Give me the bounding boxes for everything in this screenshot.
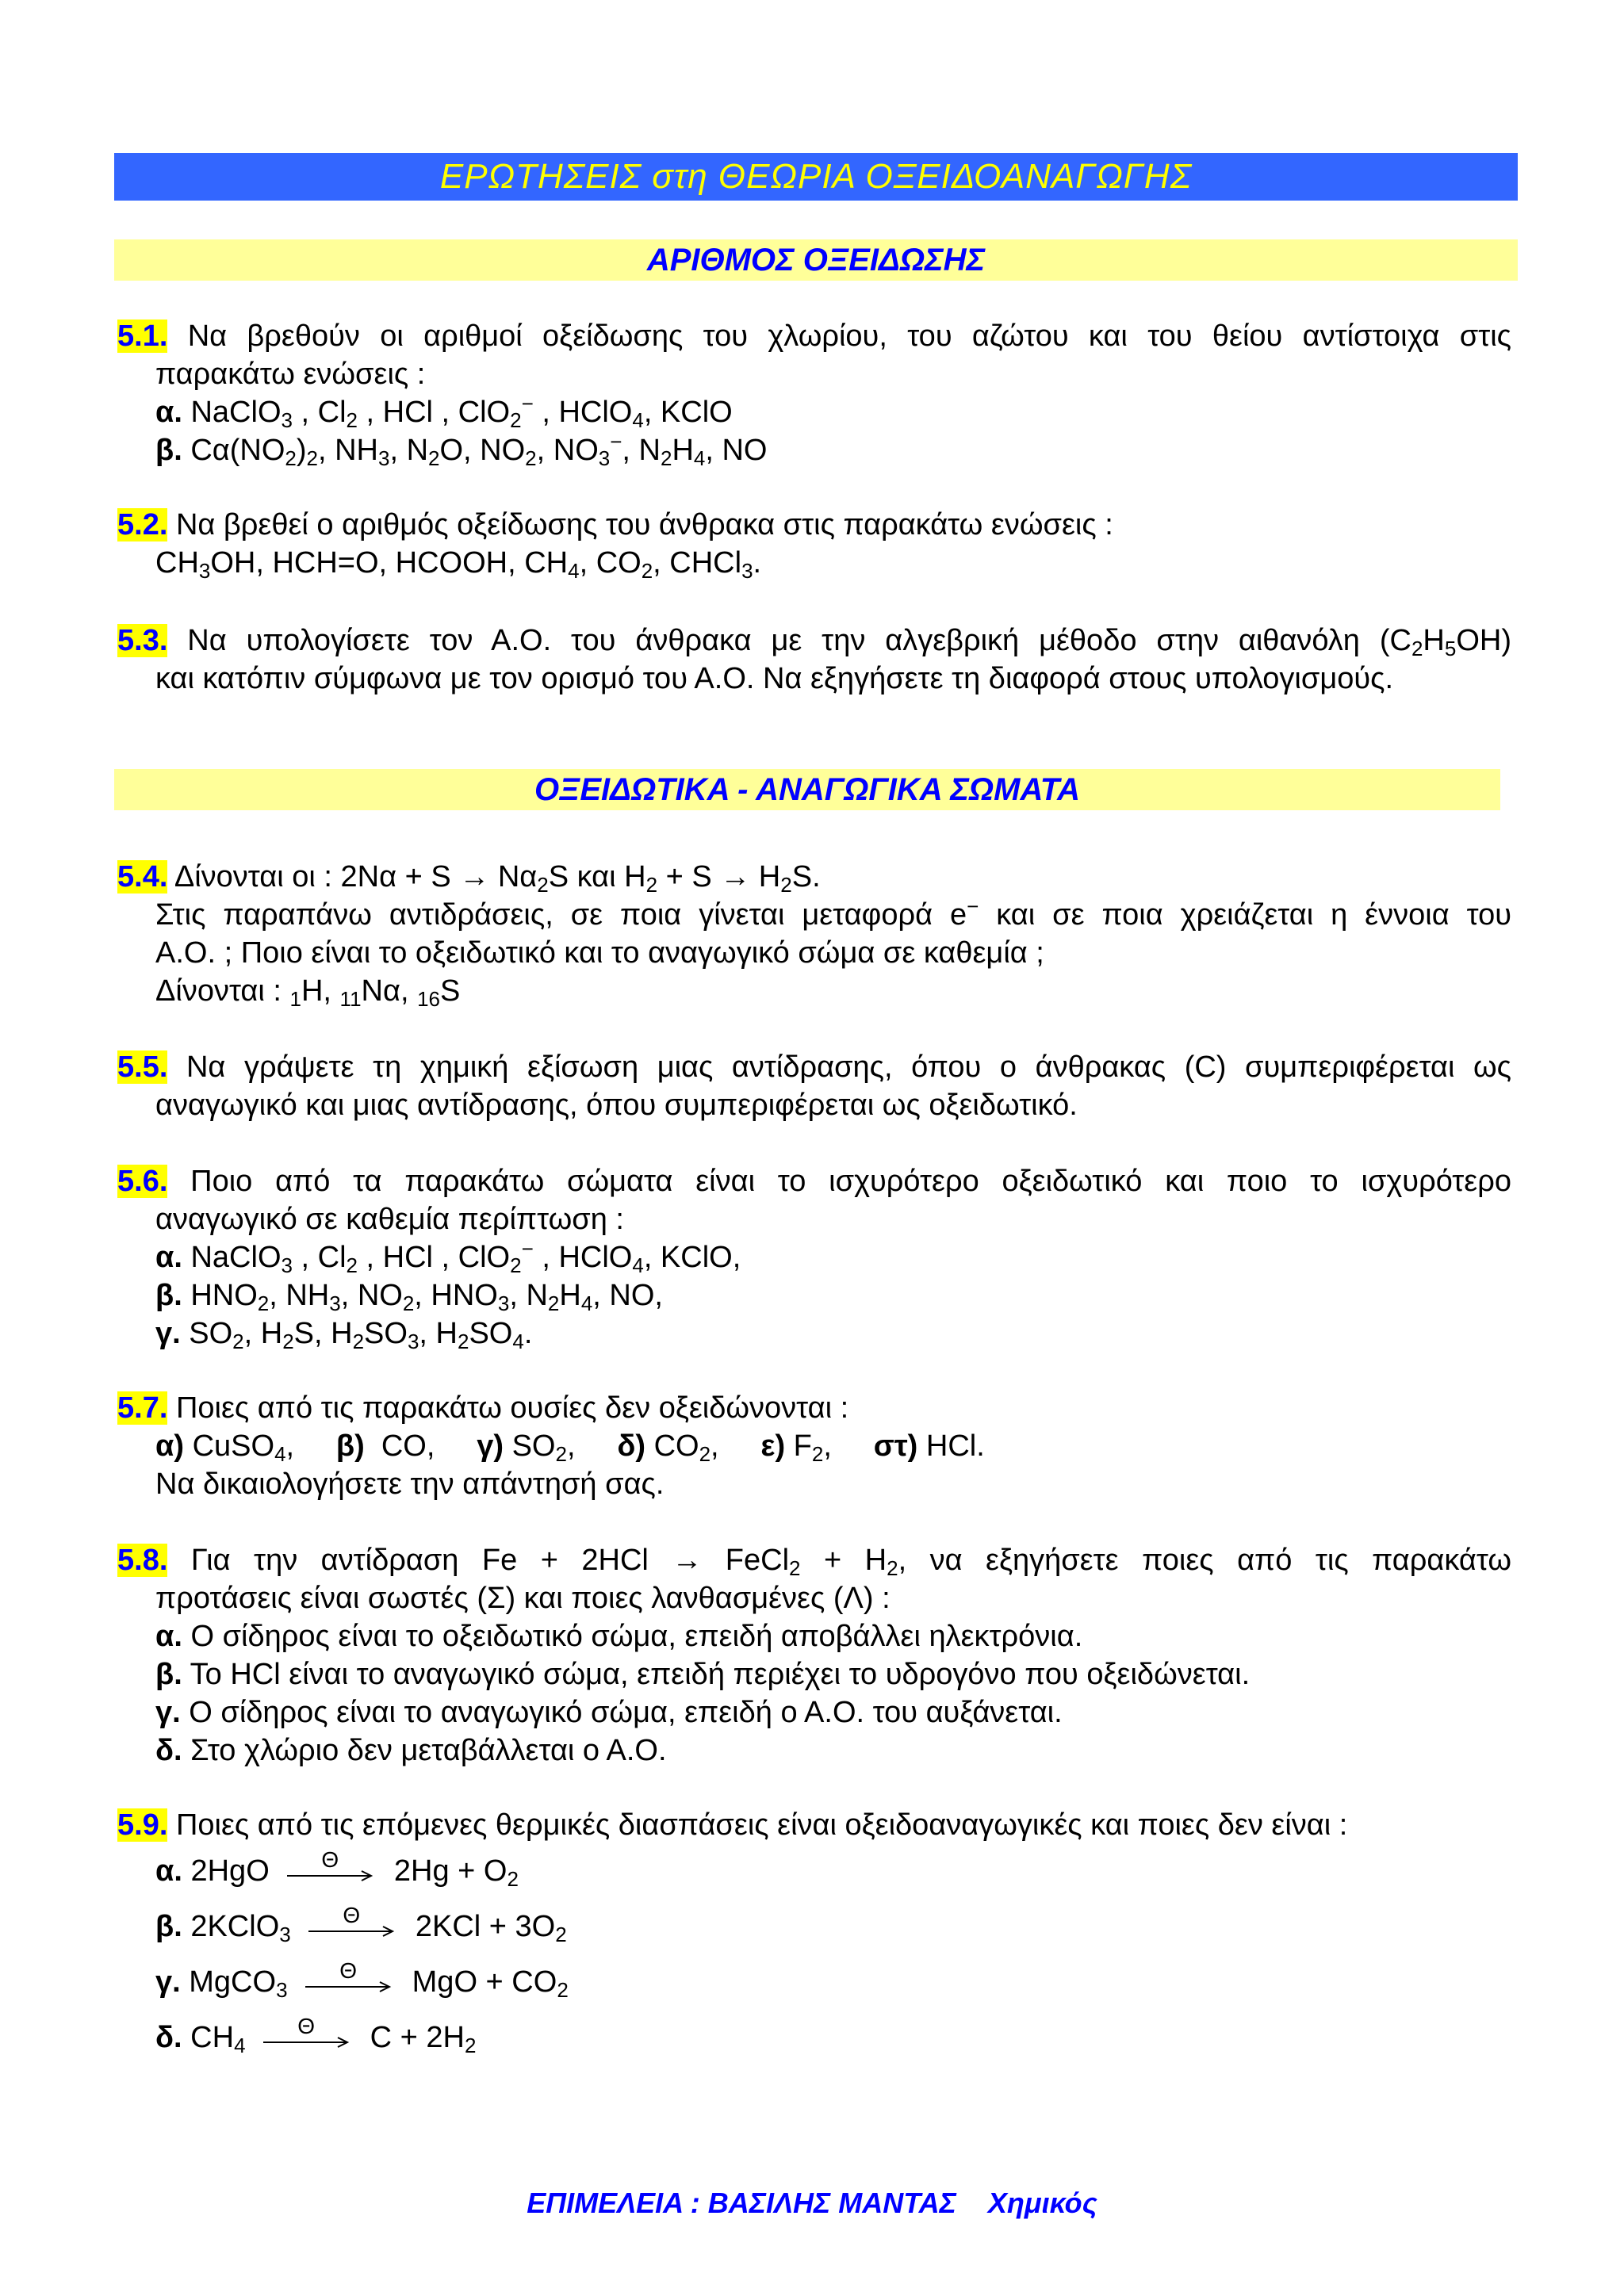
reaction-c: γ. MgCO$_3$ Θ MgO + $CO_2$	[155, 1958, 569, 2002]
statement-a: α. Ο σίδηρος είναι το οξειδωτικό σώμα, επειδή αποβάλλει ηλεκτρόνια.	[155, 1620, 1083, 1653]
question-number: 5.4.	[117, 860, 168, 894]
question-text-cont: Α.Ο. ; Ποιο είναι το οξειδωτικό και το αναγωγικό σώμα σε καθεμία ;	[155, 936, 1044, 970]
question-number: 5.1.	[117, 320, 168, 353]
substances: α) CuSO$_4$, β) CO, γ) $SO_2$, δ) $CO_2$, ε) $F_2$, στ) HCl.	[155, 1429, 985, 1466]
question-5-4: 5.4. Δίνονται οι : $2N\alpha + S \to N\alpha_2S$ και $H_2 + S \to H_2S$. Στις παραπάνω αντιδράσεις, σε ποια γίνεται μεταφορά e− και σε ποια χρειάζεται η έννοια του Α.Ο. ; Ποιο είναι το οξειδωτικό και το αναγωγικό σώμα σε καθεμία ; Δίνονται : $_1$H, $_{11}$Να, $_{16}$S	[117, 860, 1511, 1011]
atomic-numbers: Δίνονται : $_1$H, $_{11}$Να, $_{16}$S	[155, 974, 461, 1011]
reaction-d: δ. $CH_4$ Θ $C + 2H_2$	[155, 2014, 477, 2057]
question-5-6	[117, 1162, 1511, 1353]
question-text-cont: αναγωγικό σε καθεμία περίπτωση :	[155, 1203, 624, 1236]
reaction-b: β. 2KClO$_3$ Θ $2KCl + 3O_2$	[155, 1903, 567, 1946]
question-number: 5.6.	[117, 1165, 168, 1198]
heat-arrow-icon: Θ	[262, 2019, 350, 2057]
section-title-oxidants-reductants: ΟΞΕΙΔΩΤΙΚΑ - ΑΝΑΓΩΓΙΚΑ ΣΩΜΑΤΑ	[114, 769, 1500, 810]
question-5-8: 5.8. Για την αντίδραση Fe + 2HCl → FeCl$_2$ + $H_2$, να εξηγήσετε ποιες από τις παρακάτω προτάσεις είναι σωστές (Σ) και ποιες λανθασμένες (Λ) : α. Ο σίδηρος είναι το οξειδωτικό σώμα, επειδή αποβάλλει ηλεκτρόνια. β. Το HCl είναι το αναγωγικό σώμα, επειδή περιέχει το υδρογόνο που οξειδώνεται. γ. Ο σίδηρος είναι το αναγωγικό σώμα, επειδή ο Α.Ο. του αυξάνεται. δ. Στο χλώριο δεν μεταβάλλεται ο Α.Ο.	[117, 1541, 1511, 1770]
main-title: ΕΡΩΤΗΣΕΙΣ στη ΘΕΩΡΙΑ ΟΞΕΙΔΟΑΝΑΓΩΓΗΣ	[114, 153, 1518, 201]
section-title-oxidation-number: ΑΡΙΘΜΟΣ ΟΞΕΙΔΩΣΗΣ	[114, 239, 1518, 281]
question-5-5	[117, 1048, 1511, 1124]
question-text-cont: προτάσεις είναι σωστές (Σ) και ποιες λανθασμένες (Λ) :	[155, 1582, 891, 1615]
question-number: 5.3.	[117, 624, 168, 657]
question-text: Να βρεθούν οι αριθμοί οξείδωσης του χλωρίου, του αζώτου και του θείου αντίστοιχα στις	[167, 320, 1511, 353]
question-text-cont: παρακάτω ενώσεις :	[155, 358, 426, 391]
footer-author: ΕΠΙΜΕΛΕΙΑ : ΒΑΣΙΛΗΣ ΜΑΝΤΑΣ Χημικός	[527, 2187, 1097, 2219]
question-text: Να γράψετε τη χημική εξίσωση μιας αντίδρασης, όπου ο άνθρακας (C) συμπεριφέρεται ως	[167, 1050, 1511, 1084]
question-5-9	[117, 1806, 1511, 1844]
compounds-b: β. $HNO_2$, $NH_3$, $NO_2$, $HNO_3$, $N_2H_4$, NO,	[155, 1279, 663, 1315]
question-number: 5.5.	[117, 1050, 168, 1084]
compounds-a: α. NaClO$_3$ , $Cl_2$ , HCl , ClO$_2$− , HClO$_4$, KClO,	[155, 1237, 741, 1277]
question-5-7	[117, 1389, 1511, 1503]
statement-d: δ. Στο χλώριο δεν μεταβάλλεται ο Α.Ο.	[155, 1734, 667, 1767]
question-text: Στις παραπάνω αντιδράσεις, σε ποια γίνεται μεταφορά e− και σε ποια χρειάζεται η έννοια του	[155, 894, 1511, 932]
question-text-cont: Να δικαιολογήσετε την απάντησή σας.	[155, 1468, 665, 1501]
statement-b: β. Το HCl είναι το αναγωγικό σώμα, επειδή περιέχει το υδρογόνο που οξειδώνεται.	[155, 1658, 1251, 1691]
heat-arrow-icon: Θ	[304, 1963, 393, 2001]
arrow-icon: →	[720, 860, 751, 894]
question-text-cont: αναγωγικό και μιας αντίδρασης, όπου συμπεριφέρεται ως οξειδωτικό.	[155, 1089, 1078, 1122]
arrow-icon: →	[672, 1544, 703, 1577]
question-5-1	[117, 317, 1511, 469]
question-text: Να υπολογίσετε τον Α.Ο. του άνθρακα με την αλγεβρική μέθοδο στην αιθανόλη (C	[167, 624, 1411, 657]
question-text-cont: και κατόπιν σύμφωνα με τον ορισμό του Α.Ο. Να εξηγήσετε τη διαφορά στους υπολογισμούς.	[155, 662, 1394, 695]
question-text: Να βρεθεί ο αριθμός οξείδωσης του άνθρακα στις παρακάτω ενώσεις :	[167, 508, 1113, 541]
arrow-icon: →	[459, 860, 490, 894]
reaction-a: α. 2HgO Θ $2Hg + O_2$	[155, 1847, 519, 1891]
question-5-2	[117, 506, 1511, 582]
compounds-a: α. NaClO$_3$ , $Cl_2$ , HCl , ClO$_2$− , HClO$_4$, KClO	[155, 392, 733, 432]
heat-arrow-icon: Θ	[285, 1852, 374, 1890]
compounds-b: β. $C\alpha(NO_2)_2$, $NH_3$, $N_2O$, $NO_2$, $NO_3^-$, $N_2H_4$, NO	[155, 430, 768, 470]
question-number: 5.2.	[117, 508, 168, 541]
question-text: Ποιες από τις παρακάτω ουσίες δεν οξειδώνονται :	[167, 1391, 849, 1425]
question-number: 5.8.	[117, 1544, 168, 1577]
question-number: 5.9.	[117, 1808, 168, 1842]
compounds-c: γ. $SO_2$, $H_2S$, $H_2SO_3$, $H_2SO_4$.	[155, 1317, 533, 1353]
question-text: Ποιο από τα παρακάτω σώματα είναι το ισχυρότερο οξειδωτικό και ποιο το ισχυρότερο	[167, 1165, 1511, 1198]
heat-arrow-icon: Θ	[307, 1908, 396, 1946]
question-5-3: 5.3. Να υπολογίσετε τον Α.Ο. του άνθρακα με την αλγεβρική μέθοδο στην αιθανόλη $(C_2H_5OH)$ και κατόπιν σύμφωνα με τον ορισμό του Α.Ο. Να εξηγήσετε τη διαφορά στους υπολογισμούς.	[117, 622, 1511, 698]
question-text: Ποιες από τις επόμενες θερμικές διασπάσεις είναι οξειδοαναγωγικές και ποιες δεν είναι :	[167, 1808, 1348, 1842]
question-number: 5.7.	[117, 1391, 168, 1425]
statement-c: γ. Ο σίδηρος είναι το αναγωγικό σώμα, επειδή ο Α.Ο. του αυξάνεται.	[155, 1696, 1063, 1729]
compounds: $CH_3OH$, HCH=O, HCOOH, $CH_4$, $CO_2$, CHCl$_3$.	[155, 546, 762, 583]
